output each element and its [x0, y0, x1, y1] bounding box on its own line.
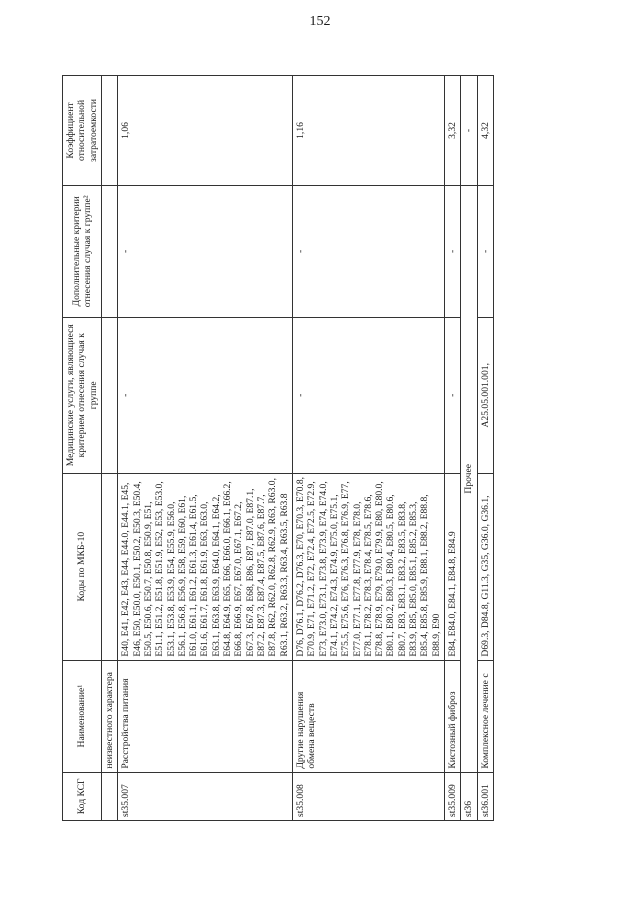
- cell-code: st35.009: [445, 772, 461, 820]
- table-row: [118, 76, 293, 821]
- cell-code: st36.001: [477, 772, 493, 820]
- cell-services: A25.05.001.001,: [477, 317, 493, 473]
- cell-mkb: [101, 473, 117, 660]
- cell-coef: [101, 76, 117, 186]
- cell-mkb: D69.3, D84.8, G11.3, G35, G36.0, G36.1,: [477, 473, 493, 660]
- cell-services: -: [445, 317, 461, 473]
- cell-code: st35.007: [118, 772, 293, 820]
- cell-mkb: D76, D76.1, D76.2, D76.3, E70, E70.3, E70.8, E70.9, E71, E71.2, E72, E72.4, E72.5, E72.9, E73, E73.0, E73.1, E73.8, E73.9, E74, E74.0, E74.1, E74.2, E74.3, E74.9, E75.0, E75.1, E75.5, E75.6, E76, E76.3, E76.8, E76.9, E77, E77.0, E77.1, E77.8, E77.9, E78, E78.0, E78.1, E78.2, E78.3, E78.4, E78.5, E78.6, E78.8, E78.9, E79, E79.0, E79.9, E80, E80.0, E80.1, E80.2, E80.3, E80.4, E80.5, E80.6, E80.7, E83, E83.1, E83.2, E83.5, E83.8, E83.9, E85, E85.0, E85.1, E85.2, E85.3, E85.4, E85.8, E85.9, E88.1, E88.2, E88.8, E88.9, E90: [292, 473, 444, 660]
- header-mkb: Коды по МКБ-10: [63, 473, 102, 660]
- cell-services: -: [292, 317, 444, 473]
- header-code: Код КСГ: [63, 772, 102, 820]
- cell-name: Комплексное лечение с: [477, 660, 493, 772]
- table-row: [292, 76, 444, 821]
- table-header-row: [63, 76, 102, 821]
- cell-coef: 1,06: [118, 76, 293, 186]
- cell-coef: -: [461, 76, 477, 186]
- cell-services: [101, 317, 117, 473]
- cell-code: [101, 772, 117, 820]
- cell-name: Другие нарушения обмена веществ: [292, 660, 444, 772]
- cell-code: st36: [461, 772, 477, 820]
- header-extra: Дополнительные критерии отнесения случая к группе²: [63, 185, 102, 317]
- table-row: [477, 76, 493, 821]
- cell-name: Кистозный фиброз: [445, 660, 461, 772]
- cell-coef: 3,32: [445, 76, 461, 186]
- cell-extra: -: [445, 185, 461, 317]
- cell-coef: 4,32: [477, 76, 493, 186]
- cell-coef: 1,16: [292, 76, 444, 186]
- header-services: Медицинские услуги, являющиеся критерием отнесения случая к группе: [63, 317, 102, 473]
- header-name: Наименование¹: [63, 660, 102, 772]
- cell-extra: -: [118, 185, 293, 317]
- ksg-table: [62, 75, 494, 821]
- table-row: [101, 76, 117, 821]
- table-section-row: [461, 76, 477, 821]
- cell-mkb: E84, E84.0, E84.1, E84.8, E84.9: [445, 473, 461, 660]
- cell-code: st35.008: [292, 772, 444, 820]
- rotated-table-container: [62, 75, 598, 821]
- cell-mkb: E40, E41, E42, E43, E44, E44.0, E44.1, E45, E46, E50, E50.0, E50.1, E50.2, E50.3, E50.4, E50.5, E50.6, E50.7, E50.8, E50.9, E51, E51.1, E51.2, E51.8, E51.9, E52, E53, E53.0, E53.1, E53.8, E53.9, E54, E55.9, E56.0, E56.1, E56.8, E56.9, E58, E59, E60, E61, E61.0, E61.1, E61.2, E61.3, E61.4, E61.5, E61.6, E61.7, E61.8, E61.9, E63, E63.0, E63.1, E63.8, E63.9, E64.0, E64.1, E64.2, E64.8, E64.9, E65, E66, E66.0, E66.1, E66.2, E66.8, E66.9, E67, E67.0, E67.1, E67.2, E67.3, E67.8, E68, E86, E87, E87.0, E87.1, E87.2, E87.3, E87.4, E87.5, E87.6, E87.7, E87.8, R62, R62.0, R62.8, R62.9, R63, R63.0, R63.1, R63.2, R63.3, R63.4, R63.5, R63.8: [118, 473, 293, 660]
- cell-extra: -: [292, 185, 444, 317]
- cell-name: Расстройства питания: [118, 660, 293, 772]
- table-row: [445, 76, 461, 821]
- cell-extra: -: [477, 185, 493, 317]
- section-title: Прочее: [461, 185, 477, 772]
- cell-name: неизвестного характера: [101, 660, 117, 772]
- header-coef: Коэффициент относительной затратоемкости: [63, 76, 102, 186]
- page-number: 152: [309, 14, 331, 29]
- cell-extra: [101, 185, 117, 317]
- cell-services: -: [118, 317, 293, 473]
